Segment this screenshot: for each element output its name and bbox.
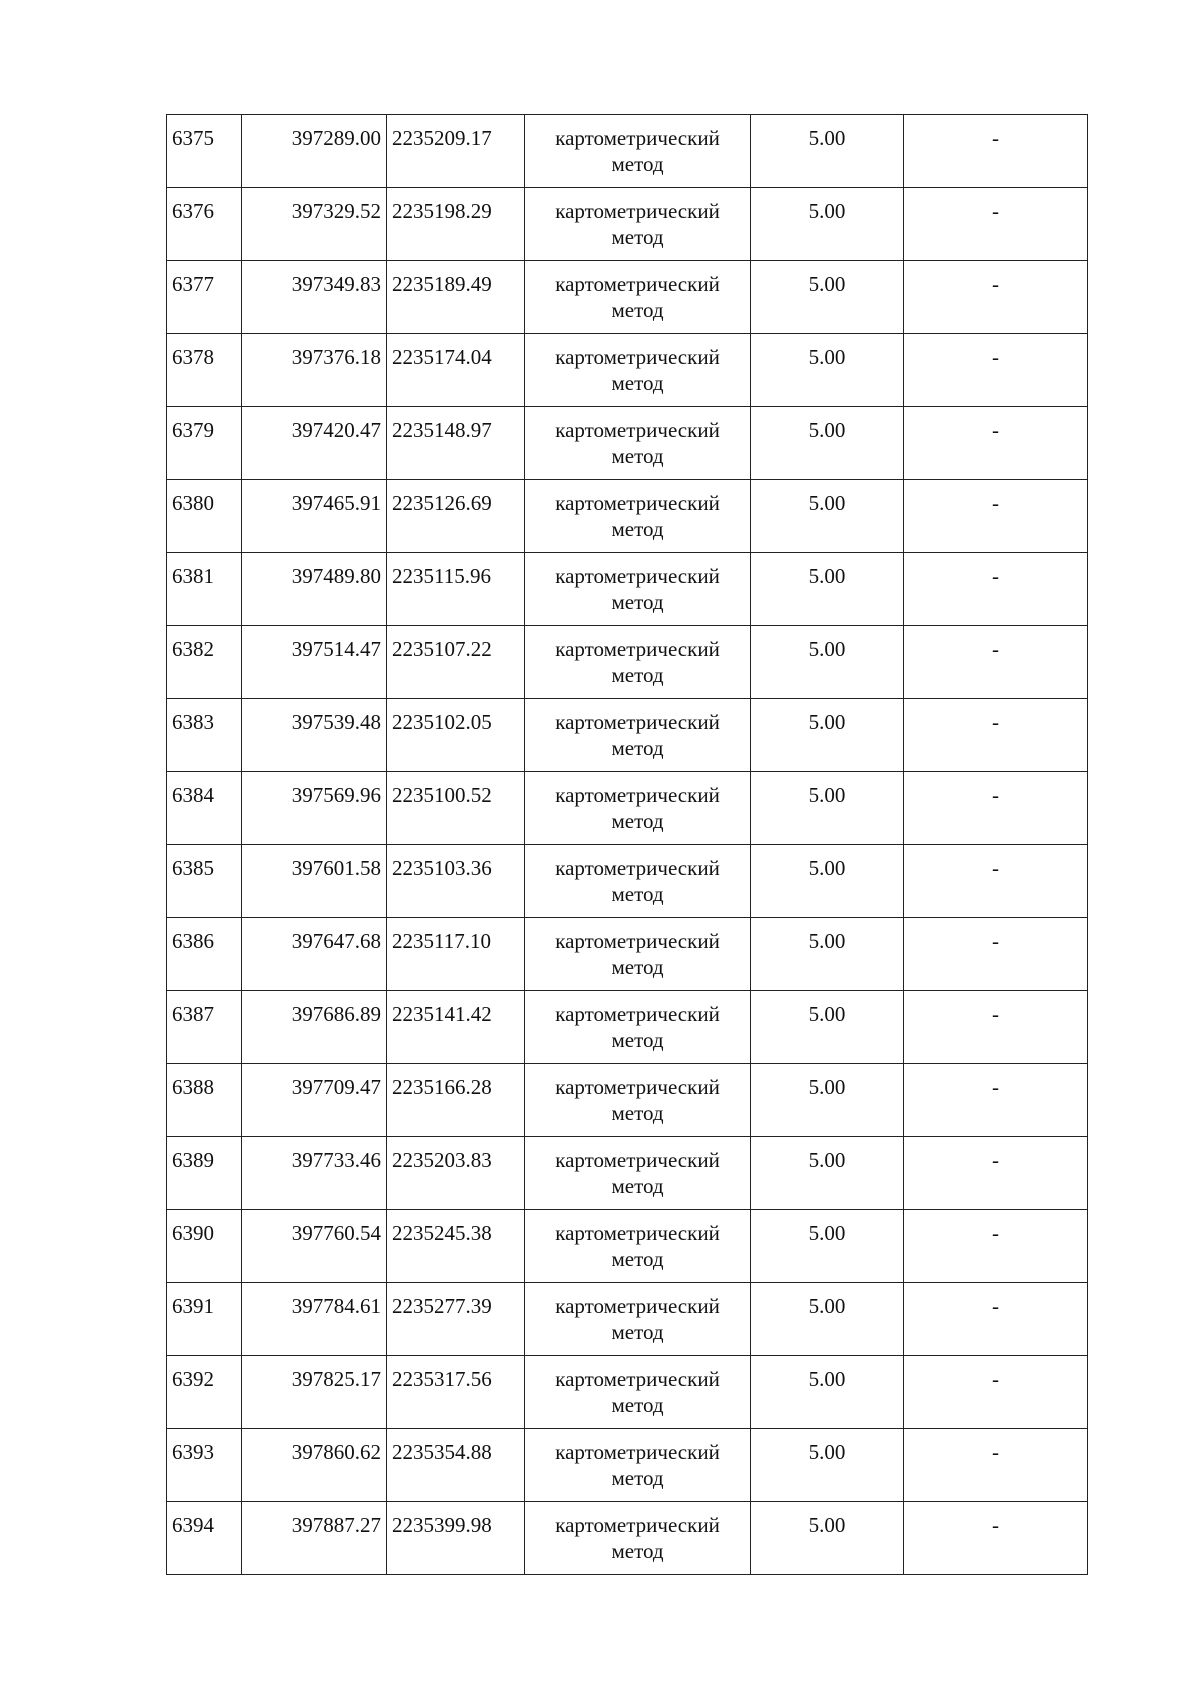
- description-cell: -: [904, 188, 1088, 261]
- y-coordinate-cell: 2235174.04: [387, 334, 525, 407]
- point-number-cell: 6380: [167, 480, 242, 553]
- y-coordinate-cell: 2235148.97: [387, 407, 525, 480]
- y-coordinate-cell: 2235277.39: [387, 1283, 525, 1356]
- table-row: [167, 1210, 1088, 1283]
- method-cell: [525, 626, 751, 699]
- method-line-1: картометрический: [555, 1148, 720, 1172]
- x-coordinate-cell: 397289.00: [242, 115, 387, 188]
- x-coordinate-cell: 397569.96: [242, 772, 387, 845]
- method-line-1: картометрический: [555, 1294, 720, 1318]
- accuracy-cell: 5.00: [751, 261, 904, 334]
- table-row: [167, 553, 1088, 626]
- point-number-cell: 6388: [167, 1064, 242, 1137]
- x-coordinate-cell: 397376.18: [242, 334, 387, 407]
- method-cell: [525, 1356, 751, 1429]
- table-row: [167, 626, 1088, 699]
- point-number-cell: 6387: [167, 991, 242, 1064]
- method-cell: [525, 407, 751, 480]
- method-cell: [525, 845, 751, 918]
- description-cell: -: [904, 1210, 1088, 1283]
- method-line-1: картометрический: [555, 418, 720, 442]
- method-line-2: метод: [611, 1393, 664, 1417]
- method-cell: [525, 1137, 751, 1210]
- method-line-2: метод: [611, 809, 664, 833]
- accuracy-cell: 5.00: [751, 1502, 904, 1575]
- y-coordinate-cell: 2235354.88: [387, 1429, 525, 1502]
- method-cell: [525, 1064, 751, 1137]
- point-number-cell: 6393: [167, 1429, 242, 1502]
- method-line-2: метод: [611, 882, 664, 906]
- y-coordinate-cell: 2235107.22: [387, 626, 525, 699]
- method-cell: [525, 699, 751, 772]
- method-line-2: метод: [611, 663, 664, 687]
- description-cell: -: [904, 334, 1088, 407]
- method-cell: [525, 261, 751, 334]
- table-row: [167, 1429, 1088, 1502]
- description-cell: -: [904, 699, 1088, 772]
- y-coordinate-cell: 2235100.52: [387, 772, 525, 845]
- method-line-1: картометрический: [555, 783, 720, 807]
- method-line-2: метод: [611, 444, 664, 468]
- point-number-cell: 6382: [167, 626, 242, 699]
- table-row: [167, 845, 1088, 918]
- method-line-1: картометрический: [555, 564, 720, 588]
- table-row: [167, 1283, 1088, 1356]
- method-line-1: картометрический: [555, 637, 720, 661]
- accuracy-cell: 5.00: [751, 1137, 904, 1210]
- method-cell: [525, 1429, 751, 1502]
- table-row: [167, 1064, 1088, 1137]
- method-line-2: метод: [611, 590, 664, 614]
- point-number-cell: 6390: [167, 1210, 242, 1283]
- description-cell: -: [904, 626, 1088, 699]
- table-row: [167, 991, 1088, 1064]
- description-cell: -: [904, 991, 1088, 1064]
- method-line-2: метод: [611, 1539, 664, 1563]
- table-row: [167, 188, 1088, 261]
- description-cell: -: [904, 772, 1088, 845]
- method-cell: [525, 918, 751, 991]
- y-coordinate-cell: 2235245.38: [387, 1210, 525, 1283]
- x-coordinate-cell: 397647.68: [242, 918, 387, 991]
- method-line-2: метод: [611, 225, 664, 249]
- description-cell: -: [904, 918, 1088, 991]
- method-cell: [525, 991, 751, 1064]
- x-coordinate-cell: 397349.83: [242, 261, 387, 334]
- coordinates-table-body: [167, 115, 1088, 1575]
- method-cell: [525, 188, 751, 261]
- y-coordinate-cell: 2235102.05: [387, 699, 525, 772]
- table-row: [167, 772, 1088, 845]
- method-line-1: картометрический: [555, 199, 720, 223]
- accuracy-cell: 5.00: [751, 188, 904, 261]
- description-cell: -: [904, 1283, 1088, 1356]
- method-line-2: метод: [611, 1320, 664, 1344]
- description-cell: -: [904, 1429, 1088, 1502]
- method-line-1: картометрический: [555, 126, 720, 150]
- point-number-cell: 6394: [167, 1502, 242, 1575]
- y-coordinate-cell: 2235103.36: [387, 845, 525, 918]
- method-line-1: картометрический: [555, 1367, 720, 1391]
- accuracy-cell: 5.00: [751, 1064, 904, 1137]
- y-coordinate-cell: 2235317.56: [387, 1356, 525, 1429]
- method-line-1: картометрический: [555, 272, 720, 296]
- accuracy-cell: 5.00: [751, 553, 904, 626]
- point-number-cell: 6386: [167, 918, 242, 991]
- table-row: [167, 1137, 1088, 1210]
- x-coordinate-cell: 397329.52: [242, 188, 387, 261]
- x-coordinate-cell: 397539.48: [242, 699, 387, 772]
- method-cell: [525, 1210, 751, 1283]
- table-row: [167, 115, 1088, 188]
- table-row: [167, 699, 1088, 772]
- accuracy-cell: 5.00: [751, 1210, 904, 1283]
- method-line-2: метод: [611, 1247, 664, 1271]
- method-line-2: метод: [611, 517, 664, 541]
- accuracy-cell: 5.00: [751, 699, 904, 772]
- description-cell: -: [904, 1064, 1088, 1137]
- table-row: [167, 261, 1088, 334]
- method-line-1: картометрический: [555, 856, 720, 880]
- accuracy-cell: 5.00: [751, 407, 904, 480]
- description-cell: -: [904, 407, 1088, 480]
- point-number-cell: 6379: [167, 407, 242, 480]
- table-row: [167, 918, 1088, 991]
- y-coordinate-cell: 2235189.49: [387, 261, 525, 334]
- accuracy-cell: 5.00: [751, 626, 904, 699]
- x-coordinate-cell: 397686.89: [242, 991, 387, 1064]
- point-number-cell: 6378: [167, 334, 242, 407]
- x-coordinate-cell: 397465.91: [242, 480, 387, 553]
- method-line-2: метод: [611, 1466, 664, 1490]
- method-cell: [525, 115, 751, 188]
- description-cell: -: [904, 115, 1088, 188]
- table-row: [167, 1356, 1088, 1429]
- accuracy-cell: 5.00: [751, 1429, 904, 1502]
- method-line-1: картометрический: [555, 929, 720, 953]
- x-coordinate-cell: 397733.46: [242, 1137, 387, 1210]
- x-coordinate-cell: 397860.62: [242, 1429, 387, 1502]
- point-number-cell: 6384: [167, 772, 242, 845]
- method-line-1: картометрический: [555, 1075, 720, 1099]
- accuracy-cell: 5.00: [751, 115, 904, 188]
- method-line-1: картометрический: [555, 1513, 720, 1537]
- x-coordinate-cell: 397489.80: [242, 553, 387, 626]
- method-line-1: картометрический: [555, 491, 720, 515]
- y-coordinate-cell: 2235141.42: [387, 991, 525, 1064]
- accuracy-cell: 5.00: [751, 918, 904, 991]
- method-cell: [525, 772, 751, 845]
- description-cell: -: [904, 1502, 1088, 1575]
- accuracy-cell: 5.00: [751, 1283, 904, 1356]
- x-coordinate-cell: 397601.58: [242, 845, 387, 918]
- method-cell: [525, 553, 751, 626]
- x-coordinate-cell: 397784.61: [242, 1283, 387, 1356]
- method-line-2: метод: [611, 736, 664, 760]
- method-line-2: метод: [611, 955, 664, 979]
- method-line-2: метод: [611, 298, 664, 322]
- x-coordinate-cell: 397887.27: [242, 1502, 387, 1575]
- x-coordinate-cell: 397760.54: [242, 1210, 387, 1283]
- method-line-2: метод: [611, 1174, 664, 1198]
- method-line-2: метод: [611, 1028, 664, 1052]
- method-line-2: метод: [611, 371, 664, 395]
- y-coordinate-cell: 2235115.96: [387, 553, 525, 626]
- description-cell: -: [904, 845, 1088, 918]
- method-cell: [525, 1283, 751, 1356]
- coordinates-table: [166, 114, 1088, 1575]
- point-number-cell: 6392: [167, 1356, 242, 1429]
- method-line-1: картометрический: [555, 710, 720, 734]
- y-coordinate-cell: 2235399.98: [387, 1502, 525, 1575]
- method-line-1: картометрический: [555, 1221, 720, 1245]
- point-number-cell: 6391: [167, 1283, 242, 1356]
- accuracy-cell: 5.00: [751, 991, 904, 1064]
- method-line-1: картометрический: [555, 345, 720, 369]
- y-coordinate-cell: 2235203.83: [387, 1137, 525, 1210]
- table-row: [167, 334, 1088, 407]
- accuracy-cell: 5.00: [751, 845, 904, 918]
- method-line-1: картометрический: [555, 1002, 720, 1026]
- method-line-1: картометрический: [555, 1440, 720, 1464]
- y-coordinate-cell: 2235117.10: [387, 918, 525, 991]
- point-number-cell: 6389: [167, 1137, 242, 1210]
- accuracy-cell: 5.00: [751, 1356, 904, 1429]
- description-cell: -: [904, 480, 1088, 553]
- description-cell: -: [904, 261, 1088, 334]
- x-coordinate-cell: 397709.47: [242, 1064, 387, 1137]
- method-cell: [525, 334, 751, 407]
- point-number-cell: 6381: [167, 553, 242, 626]
- point-number-cell: 6385: [167, 845, 242, 918]
- description-cell: -: [904, 1137, 1088, 1210]
- y-coordinate-cell: 2235209.17: [387, 115, 525, 188]
- x-coordinate-cell: 397420.47: [242, 407, 387, 480]
- table-row: [167, 480, 1088, 553]
- accuracy-cell: 5.00: [751, 772, 904, 845]
- y-coordinate-cell: 2235166.28: [387, 1064, 525, 1137]
- accuracy-cell: 5.00: [751, 334, 904, 407]
- table-row: [167, 407, 1088, 480]
- point-number-cell: 6376: [167, 188, 242, 261]
- point-number-cell: 6383: [167, 699, 242, 772]
- method-line-2: метод: [611, 1101, 664, 1125]
- y-coordinate-cell: 2235198.29: [387, 188, 525, 261]
- point-number-cell: 6377: [167, 261, 242, 334]
- y-coordinate-cell: 2235126.69: [387, 480, 525, 553]
- point-number-cell: 6375: [167, 115, 242, 188]
- description-cell: -: [904, 553, 1088, 626]
- method-cell: [525, 480, 751, 553]
- x-coordinate-cell: 397514.47: [242, 626, 387, 699]
- accuracy-cell: 5.00: [751, 480, 904, 553]
- x-coordinate-cell: 397825.17: [242, 1356, 387, 1429]
- description-cell: -: [904, 1356, 1088, 1429]
- table-row: [167, 1502, 1088, 1575]
- method-line-2: метод: [611, 152, 664, 176]
- method-cell: [525, 1502, 751, 1575]
